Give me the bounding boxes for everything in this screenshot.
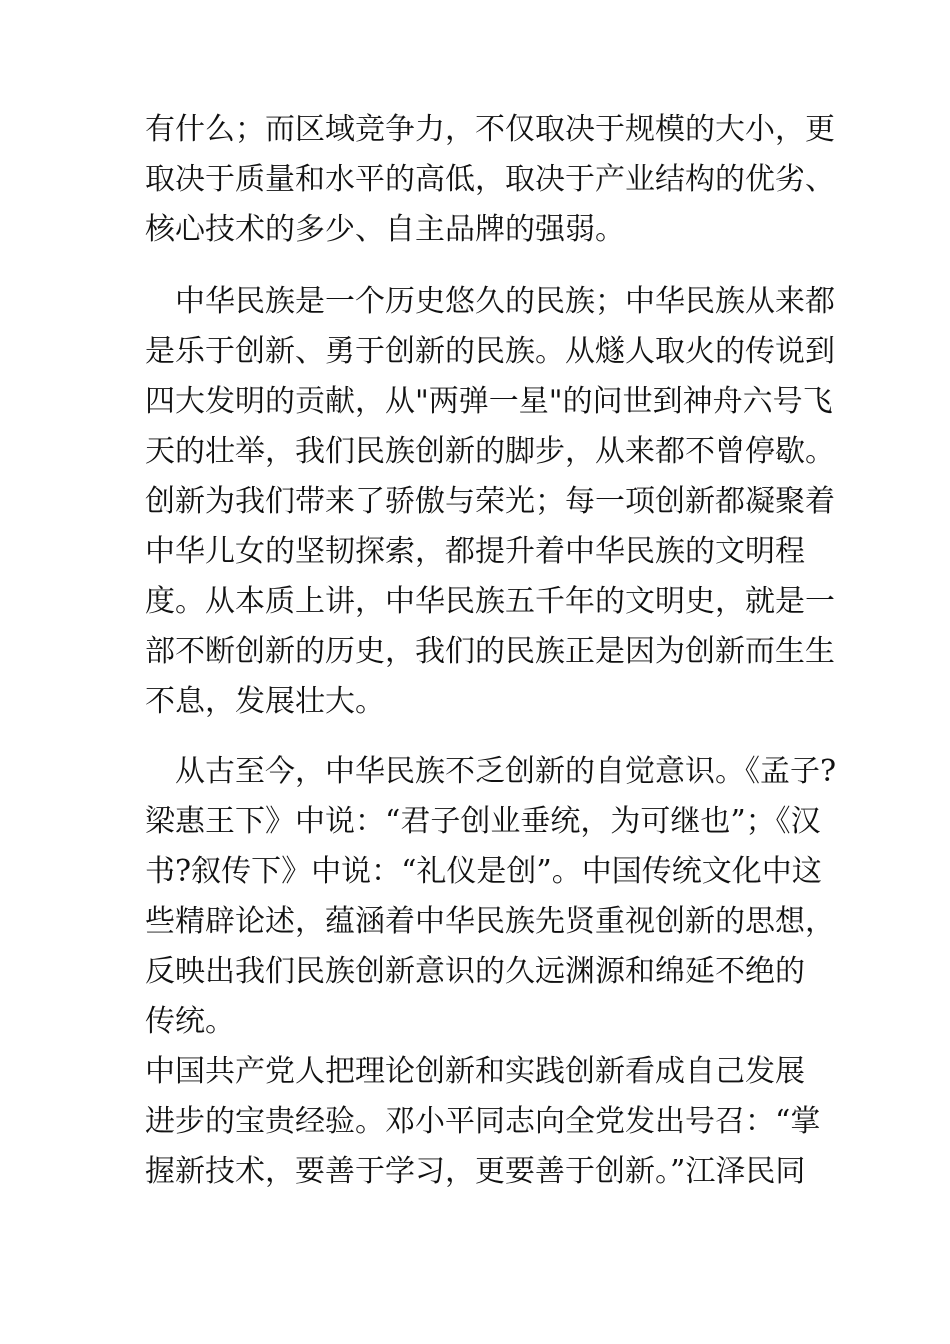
text-line: 有什么；而区域竞争力，不仅取决于规模的大小，更 <box>145 112 835 147</box>
text-line: 中国共产党人把理论创新和实践创新看成自己发展 <box>145 1054 805 1089</box>
text-line: 进步的宝贵经验。邓小平同志向全党发出号召：“掌 <box>145 1104 821 1139</box>
text-line: 四大发明的贡献，从"两弹一星"的问世到神舟六号飞 <box>145 384 833 419</box>
text-line: 创新为我们带来了骄傲与荣光；每一项创新都凝聚着 <box>145 484 835 519</box>
text-line: 些精辟论述，蕴涵着中华民族先贤重视创新的思想， <box>145 904 835 939</box>
text-line: 中华儿女的坚韧探索，都提升着中华民族的文明程 <box>145 534 805 569</box>
text-line: 核心技术的多少、自主品牌的强弱。 <box>145 212 625 247</box>
text-line: 不息，发展壮大。 <box>145 684 385 719</box>
text-line: 传统。 <box>145 1004 235 1039</box>
text-line: 部不断创新的历史，我们的民族正是因为创新而生生 <box>145 634 835 669</box>
text-line: 取决于质量和水平的高低，取决于产业结构的优劣、 <box>145 162 835 197</box>
text-line: 中华民族是一个历史悠久的民族；中华民族从来都 <box>145 284 835 319</box>
text-line: 握新技术，要善于学习，更要善于创新。”江泽民同 <box>145 1154 806 1189</box>
text-line: 天的壮举，我们民族创新的脚步，从来都不曾停歇。 <box>145 434 835 469</box>
text-line: 从古至今，中华民族不乏创新的自觉意识。《孟子? <box>145 754 837 789</box>
text-line: 反映出我们民族创新意识的久远渊源和绵延不绝的 <box>145 954 805 989</box>
text-line: 是乐于创新、勇于创新的民族。从燧人取火的传说到 <box>145 334 835 369</box>
text-line: 梁惠王下》中说：“君子创业垂统，为可继也”；《汉 <box>145 804 821 839</box>
text-line: 度。从本质上讲，中华民族五千年的文明史，就是一 <box>145 584 835 619</box>
text-line: 书?叙传下》中说：“礼仪是创”。中国传统文化中这 <box>145 854 822 889</box>
